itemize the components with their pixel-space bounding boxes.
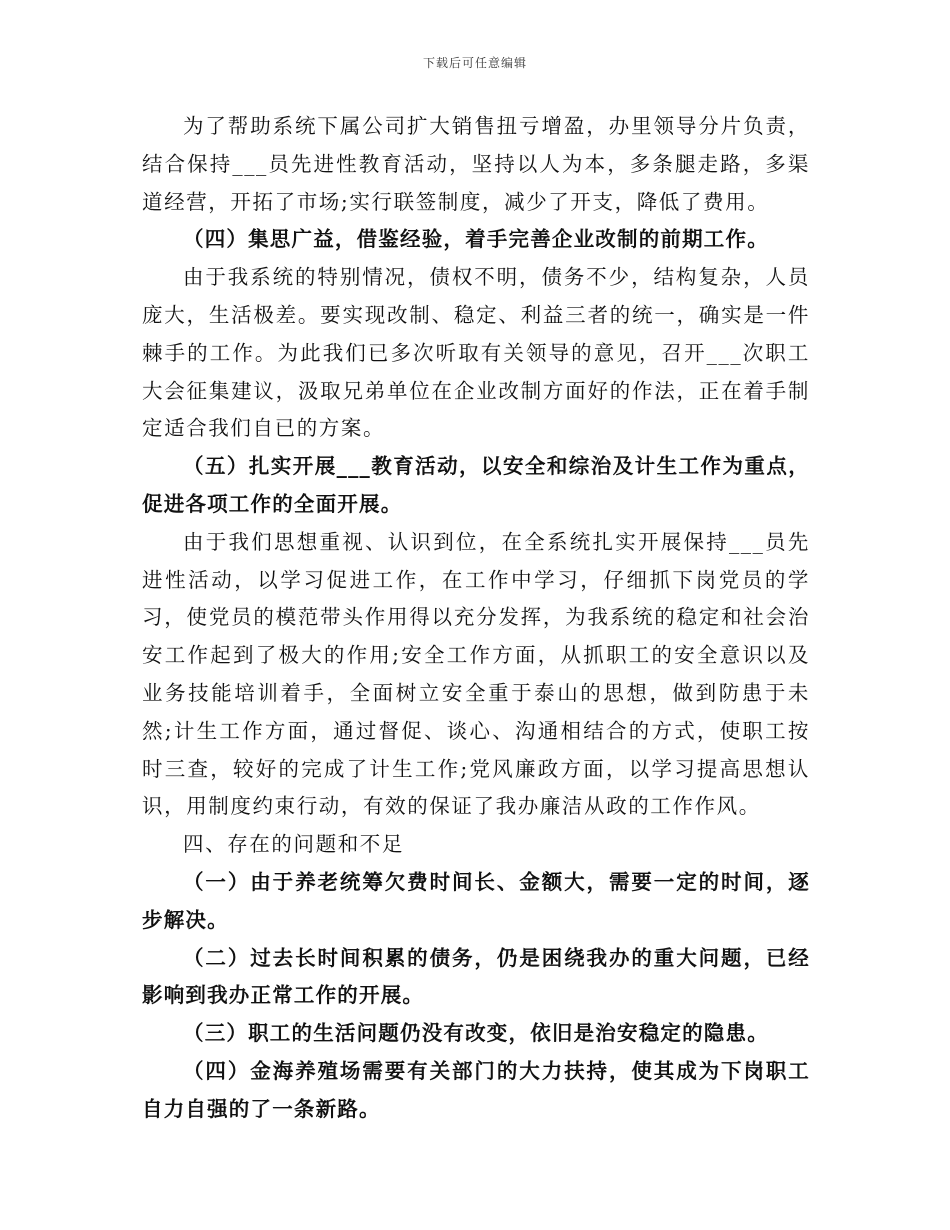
problem-item-3: （三）职工的生活问题仍没有改变，依旧是治安稳定的隐患。 bbox=[183, 1021, 769, 1046]
problem-item-4: （四）金海养殖场需要有关部门的大力扶持，使其成为下岗职工自力自强的了一条新路。 bbox=[142, 1058, 810, 1121]
paragraph-sales-support: 为了帮助系统下属公司扩大销售扭亏增盈，办里领导分片负责，结合保持___员先进性教育活动，坚持以人为本，多条腿走路，多渠道经营，开拓了市场;实行联签制度，减少了开支，降低了费用。 bbox=[142, 114, 810, 214]
section-heading-problems: 四、存在的问题和不足 bbox=[183, 832, 404, 857]
paragraph-restructuring: 由于我系统的特别情况，债权不明，债务不少，结构复杂，人员庞大，生活极差。要实现改制、稳定、利益三者的统一，确实是一件棘手的工作。为此我们已多次听取有关领导的意见，召开___次职工大会征集建议，汲取兄弟单位在企业改制方面好的作法，正在着手制定适合我们自已的方案。 bbox=[142, 265, 810, 441]
heading-restructuring-prep: （四）集思广益，借鉴经验，着手完善企业改制的前期工作。 bbox=[183, 227, 769, 252]
problem-item-1: （一）由于养老统筹欠费时间长、金额大，需要一定的时间，逐步解决。 bbox=[142, 869, 810, 932]
problem-item-2: （二）过去长时间积累的债务，仍是困绕我办的重大问题，已经影响到我办正常工作的开展。 bbox=[142, 945, 810, 1008]
paragraph-education-activity: 由于我们思想重视、认识到位，在全系统扎实开展保持___员先进性活动，以学习促进工作，在工作中学习，仔细抓下岗党员的学习，使党员的模范带头作用得以充分发挥，为我系统的稳定和社会治安工作起到了极大的作用;安全工作方面，从抓职工的安全意识以及业务技能培训着手，全面树立安全重于泰山的思想，做到防患于未然;计生工作方面，通过督促、谈心、沟通相结合的方式，使职工按时三查，较好的完成了计生工作;党风廉政方面，以学习提高思想认识，用制度约束行动，有效的保证了我办廉洁从政的工作作风。 bbox=[142, 529, 810, 819]
header-note: 下载后可任意编辑 bbox=[422, 56, 527, 70]
document-body bbox=[142, 108, 810, 1129]
heading-education-activity: （五）扎实开展___教育活动，以安全和综治及计生工作为重点，促进各项工作的全面开展。 bbox=[142, 454, 810, 516]
